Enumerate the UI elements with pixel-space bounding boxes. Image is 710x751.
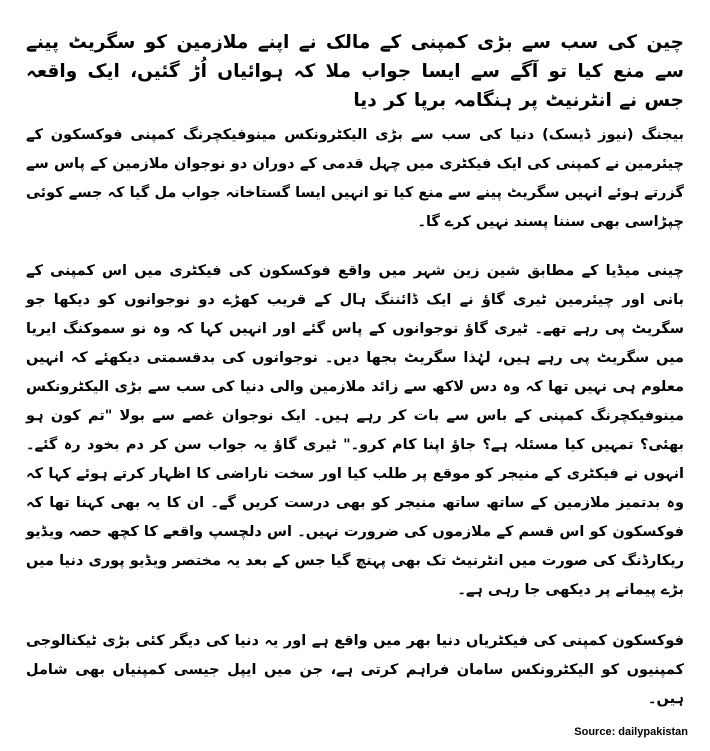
article-headline: چین کی سب سے بڑی کمپنی کے مالک نے اپنے ملازمین کو سگریٹ پینے سے منع کیا تو آگے سے ایسا جواب ملا کہ ہوائیاں اُڑ گئیں، ایک واقعہ جس نے انٹرنیٹ پر ہنگامہ برپا کر دیا xyxy=(26,32,684,111)
article-paragraph-main: چینی میڈیا کے مطابق شین زین شہر میں واقع فوکسکون کی فیکٹری میں اس کمپنی کے بانی اور چیئرمین ٹیری گاؤ نے ایک ڈائننگ ہال کے قریب کھڑے دو نوجوانوں کو دیکھا جو سگریٹ پی رہے تھے۔ ٹیری گاؤ نوجوانوں کے پاس گئے اور انہیں کہا کہ وہ نو سموکنگ ایریا میں سگریٹ پی رہے ہیں، لہٰذا سگریٹ بجھا دیں۔ نوجوانوں کی بدقسمتی دیکھئے کہ انہیں معلوم ہی نہیں تھا کہ وہ دس لاکھ سے زائد ملازمین والی دنیا کی سب سے بڑی الیکٹرونکس مینوفیکچرنگ کمپنی کے باس سے بات کر رہے ہیں۔ ایک نوجوان غصے سے بولا "تم کون ہو بھئی؟ تمہیں کیا مسئلہ ہے؟ جاؤ اپنا کام کرو۔" ٹیری گاؤ یہ جواب سن کر دم بخود رہ گئے۔ انہوں نے فیکٹری کے منیجر کو موقع پر طلب کیا اور سخت ناراضی کا اظہار کرتے ہوئے کہا کہ وہ بدتمیز ملازمین کے ساتھ ساتھ منیجر کو بھی درست کریں گے۔ ان کا یہ بھی کہنا تھا کہ فوکسکون کو اس قسم کے ملازموں کی ضرورت نہیں۔ اس دلچسپ واقعے کا کچھ حصہ ویڈیو ریکارڈنگ کی صورت میں انٹرنیٹ تک بھی پہنچ گیا جس کے بعد یہ مختصر ویڈیو پوری دنیا میں بڑے پیمانے پر دیکھی جا رہی ہے۔ xyxy=(26,263,684,598)
article-paragraph-intro: بیجنگ (نیوز ڈیسک) دنیا کی سب سے بڑی الیکٹرونکس مینوفیکچرنگ کمپنی فوکسکون کے چیئرمین نے کمپنی کی ایک فیکٹری میں چہل قدمی کے دوران دو نوجوان ملازمین کے پاس سے گزرتے ہوئے انہیں سگریٹ پینے سے منع کیا تو انہیں ایسا گستاخانہ جواب مل گیا کہ جسے کوئی چپڑاسی بھی سننا پسند نہیں کرے گا۔ xyxy=(26,127,684,230)
source-credit: Source: dailypakistan xyxy=(574,726,688,738)
article-paragraph-closing: فوکسکون کمپنی کی فیکٹریاں دنیا بھر میں واقع ہے اور یہ دنیا کی دیگر کئی بڑی ٹیکنالوجی کمپنیوں کو الیکٹرونکس سامان فراہم کرتی ہے، جن میں ایپل جیسی کمپنیاں بھی شامل ہیں۔ xyxy=(26,633,684,707)
